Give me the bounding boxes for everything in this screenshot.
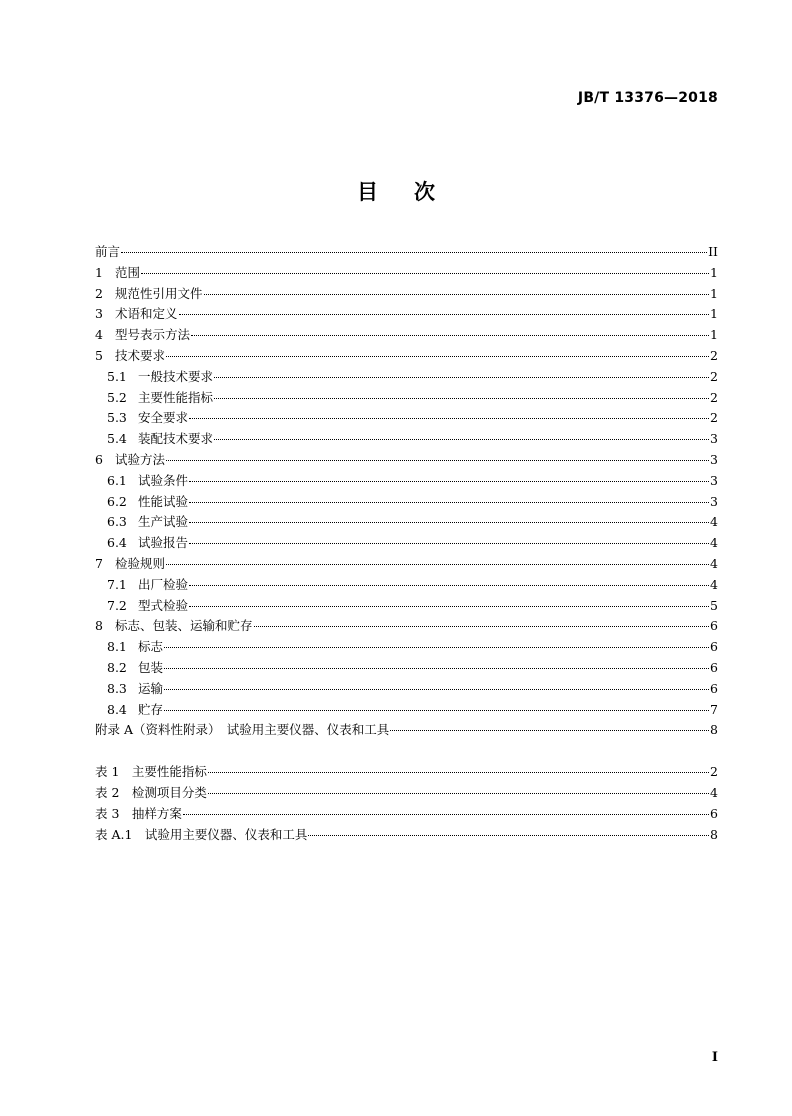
toc-entry-page: 6 <box>710 680 718 696</box>
toc-entry-page: 2 <box>710 389 718 405</box>
toc-entry-number: 1 <box>95 264 103 280</box>
toc-entry[interactable] <box>95 471 718 492</box>
dot-leader <box>208 793 709 794</box>
toc-entry-page: 5 <box>710 597 718 613</box>
toc-entry-page: 6 <box>710 639 718 655</box>
toc-entry-label: 贮存 <box>138 701 164 717</box>
toc-entry-label: 一般技术要求 <box>138 368 214 384</box>
toc-entry-label: 试验方法 <box>115 451 166 467</box>
dot-leader <box>166 564 709 565</box>
dot-leader <box>164 689 709 690</box>
dot-leader <box>164 710 709 711</box>
toc-entry-page: 1 <box>710 327 718 343</box>
dot-leader <box>189 481 709 482</box>
toc-entry[interactable] <box>95 263 718 284</box>
footer-page-number: I <box>711 1050 718 1065</box>
toc-entry-page: 4 <box>710 514 718 530</box>
toc-entry-page: 1 <box>710 285 718 301</box>
toc-entry-page: 2 <box>710 368 718 384</box>
toc-entry-number: 6 <box>95 451 103 467</box>
toc-entry-label: 试验报告 <box>138 535 189 551</box>
toc-entry-page: II <box>708 244 718 259</box>
toc-entry-number: 8.1 <box>107 639 127 655</box>
standard-code: JB/T 13376—2018 <box>577 90 718 106</box>
toc-entry-label: 主要性能指标 <box>138 389 214 405</box>
toc-entry-page: 4 <box>710 576 718 592</box>
dot-leader <box>189 585 709 586</box>
toc-entry-label: 运输 <box>138 680 164 696</box>
toc-entry[interactable] <box>95 616 718 637</box>
toc-entry[interactable] <box>95 700 718 721</box>
toc-entry-number: 4 <box>95 327 103 343</box>
dot-leader <box>308 835 709 836</box>
toc-entry-page: 3 <box>710 431 718 447</box>
toc-entry-page: 4 <box>710 535 718 551</box>
toc-entry-number: 8.3 <box>107 680 127 696</box>
toc-entry-number: 5.2 <box>107 389 127 405</box>
dot-leader <box>166 356 709 357</box>
toc-entry[interactable] <box>95 533 718 554</box>
dot-leader <box>214 439 709 440</box>
toc-entries <box>95 242 718 741</box>
toc-entry-page: 1 <box>710 306 718 322</box>
toc-entry[interactable] <box>95 408 718 429</box>
dot-leader <box>214 398 709 399</box>
toc-entry-number: 8.4 <box>107 701 127 717</box>
toc-entry-label: 表 1 主要性能指标 <box>95 764 207 780</box>
toc-entry[interactable] <box>95 825 718 846</box>
toc-entry-label: 技术要求 <box>115 347 166 363</box>
toc-entry-page: 6 <box>710 659 718 675</box>
toc-entry-label: 检验规则 <box>115 555 166 571</box>
toc-entry-label: 范围 <box>115 264 141 280</box>
toc-entry-page: 8 <box>710 826 718 842</box>
dot-leader <box>214 377 709 378</box>
toc-entry-label: 包装 <box>138 659 164 675</box>
toc-entry[interactable] <box>95 492 718 513</box>
toc-entry[interactable] <box>95 720 718 741</box>
toc-entry-number: 7 <box>95 555 103 571</box>
dot-leader <box>390 730 709 731</box>
toc-entry-label: 生产试验 <box>138 514 189 530</box>
toc-entry-page: 3 <box>710 472 718 488</box>
toc-entry[interactable] <box>95 762 718 783</box>
toc-entry-label: 试验条件 <box>138 472 189 488</box>
toc-entry-number: 5.1 <box>107 368 127 384</box>
toc-entry[interactable] <box>95 325 718 346</box>
toc-entry-number: 3 <box>95 306 103 322</box>
toc-entry-page: 3 <box>710 451 718 467</box>
dot-leader <box>189 543 709 544</box>
toc-entry-label: 表 2 检测项目分类 <box>95 784 207 800</box>
toc-entry[interactable] <box>95 658 718 679</box>
toc-entry-label: 出厂检验 <box>138 576 189 592</box>
toc-entry-label: 安全要求 <box>138 410 189 426</box>
toc-entry-label: 前言 <box>95 244 121 259</box>
page-title: 目次 <box>357 180 471 204</box>
toc-entry-number: 5.4 <box>107 431 127 447</box>
toc-entry-label: 术语和定义 <box>115 306 178 322</box>
toc-entry-page: 6 <box>710 618 718 634</box>
dot-leader <box>164 668 709 669</box>
toc-entry-page: 2 <box>710 764 718 780</box>
toc-entry-page: 4 <box>710 555 718 571</box>
toc-entry-page: 7 <box>710 701 718 717</box>
toc-entry-page: 6 <box>710 805 718 821</box>
dot-leader <box>191 335 709 336</box>
dot-leader <box>166 460 709 461</box>
toc-entry-page: 2 <box>710 347 718 363</box>
dot-leader <box>189 522 709 523</box>
dot-leader <box>189 502 709 503</box>
toc-entry[interactable] <box>95 450 718 471</box>
toc-entry[interactable] <box>95 512 718 533</box>
dot-leader <box>208 772 709 773</box>
toc-entry[interactable] <box>95 429 718 450</box>
toc-entry-page: 1 <box>710 264 718 280</box>
toc-entry-number: 2 <box>95 285 103 301</box>
toc-entry-number: 8 <box>95 618 103 634</box>
dot-leader <box>141 273 709 274</box>
toc-entry-label: 标志、包装、运输和贮存 <box>115 618 253 634</box>
toc-entry-number: 6.4 <box>107 535 127 551</box>
toc-entry-page: 3 <box>710 493 718 509</box>
toc-entry[interactable] <box>95 242 718 263</box>
dot-leader <box>121 252 707 253</box>
toc-entry-label: 规范性引用文件 <box>115 285 203 301</box>
toc-entry[interactable] <box>95 554 718 575</box>
toc-entry-page: 2 <box>710 410 718 426</box>
dot-leader <box>183 814 709 815</box>
toc-entry[interactable] <box>95 575 718 596</box>
toc-entry-number: 6.3 <box>107 514 127 530</box>
dot-leader <box>179 314 710 315</box>
toc-entry[interactable] <box>95 284 718 305</box>
toc-entry-label: 装配技术要求 <box>138 431 214 447</box>
toc-entry-number: 5.3 <box>107 410 127 426</box>
toc-entry-number: 7.2 <box>107 597 127 613</box>
toc-entry[interactable] <box>95 388 718 409</box>
toc-entry-label: 型号表示方法 <box>115 327 191 343</box>
toc-entry-number: 7.1 <box>107 576 127 592</box>
toc-entry-number: 6.2 <box>107 493 127 509</box>
toc-entry-label: 表 3 抽样方案 <box>95 805 182 821</box>
toc-entry[interactable] <box>95 783 718 804</box>
toc-entry[interactable] <box>95 596 718 617</box>
dot-leader <box>189 418 709 419</box>
toc-entry[interactable] <box>95 804 718 825</box>
toc-entry-label: 型式检验 <box>138 597 189 613</box>
dot-leader <box>254 626 710 627</box>
toc-entry-page: 8 <box>710 722 718 738</box>
toc-entry[interactable] <box>95 637 718 658</box>
dot-leader <box>204 294 710 295</box>
toc-entry[interactable] <box>95 346 718 367</box>
toc-entry-page: 4 <box>710 784 718 800</box>
toc-entry-label: 性能试验 <box>138 493 189 509</box>
section-gap <box>95 741 718 762</box>
toc-entry[interactable] <box>95 367 718 388</box>
table-of-contents <box>95 242 718 845</box>
toc-entry-number: 6.1 <box>107 472 127 488</box>
toc-entry-label: 标志 <box>138 639 164 655</box>
toc-entry-number: 5 <box>95 347 103 363</box>
toc-entry[interactable] <box>95 679 718 700</box>
table-list <box>95 762 718 845</box>
toc-entry-label: 附录 A（资料性附录） 试验用主要仪器、仪表和工具 <box>95 722 390 738</box>
toc-entry-label: 表 A.1 试验用主要仪器、仪表和工具 <box>95 826 308 842</box>
toc-entry-number: 8.2 <box>107 659 127 675</box>
toc-entry[interactable] <box>95 304 718 325</box>
dot-leader <box>189 606 709 607</box>
dot-leader <box>164 647 709 648</box>
